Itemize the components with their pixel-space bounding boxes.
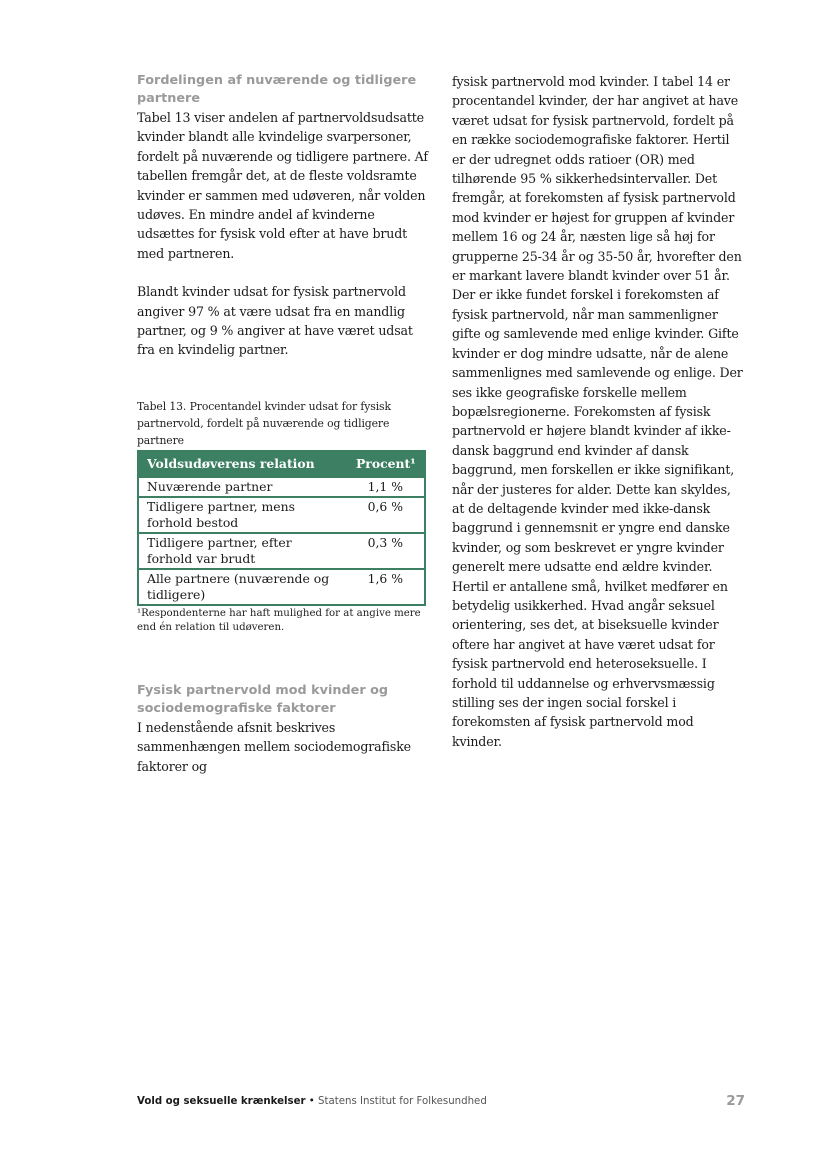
table-header-row [138, 451, 425, 477]
table-row [138, 477, 425, 497]
column-header-relation: Voldsudøverens relation [138, 451, 347, 477]
cell-percent: 1,6 % [347, 569, 425, 605]
table-row [138, 533, 425, 569]
cell-percent: 0,3 % [347, 533, 425, 569]
table-row [138, 569, 425, 605]
cell-relation: Tidligere partner, mens forhold bestod [138, 497, 347, 533]
table-caption: Tabel 13. Procentandel kvinder udsat for fysisk partnervold, fordelt på nuværende og tidligere partnere [137, 399, 391, 447]
column-header-percent: Procent¹ [347, 451, 425, 477]
data-table [137, 450, 426, 606]
footer-publication-title: Vold og seksuelle krænkelser [137, 1096, 306, 1107]
footer-separator: • [305, 1096, 319, 1107]
cell-relation: Tidligere partner, efter forhold var brudt [138, 533, 347, 569]
paragraph: Blandt kvinder udsat for fysisk partnervold angiver 97 % at være udsat fra en mandlig partner, og 9 % angiver at have været udsat fra en kvindelig partner. [137, 284, 413, 358]
paragraph: Tabel 13 viser andelen af partnervoldsudsatte kvinder blandt alle kvindelige svarpersoner, fordelt på nuværende og tidligere partnere. Af tabellen fremgår det, at de fleste voldsramte kvinder er sammen med udøveren, når volden udøves. En mindre andel af kvinderne udsættes for fysisk vold efter at have brudt med partneren. [137, 110, 428, 261]
paragraph: fysisk partnervold mod kvinder. I tabel 14 er procentandel kvinder, der har angivet at have været udsat for fysisk partnervold, fordelt på en række sociodemografiske faktorer. Hertil er der udregnet odds ratioer (OR) med tilhørende 95 % sikkerhedsintervaller. Det fremgår, at forekomsten af fysisk partnervold mod kvinder er højest for gruppen af kvinder mellem 16 og 24 år, næsten lige så høj for grupperne 25-34 år og 35-50 år, hvorefter den er markant lavere blandt kvinder over 51 år. Der er ikke fundet forskel i forekomsten af fysisk partnervold, når man sammenligner gifte og samlevende med enlige kvinder. Gifte kvinder er dog mindre udsatte, når de alene sammenlignes med samlevende og enlige. Der ses ikke geografiske forskelle mellem bopælsregionerne. Forekomsten af fysisk partnervold er højere blandt kvinder af ikke-dansk baggrund end kvinder af dansk baggrund, men forskellen er ikke signifikant, når der justeres for alder. Dette kan skyldes, at de deltagende kvinder med ikke-dansk baggrund i gennemsnit er yngre end danske kvinder, og som beskrevet er yngre kvinder generelt mere udsatte end ældre kvinder. Hertil er antallene små, hvilket medfører en betydelig usikkerhed. Hvad angår seksuel orientering, ses det, at biseksuelle kvinder oftere har angivet at have været udsat for fysisk partnervold end heteroseksuelle. I forhold til uddannelse og erhvervsmæssig stilling ses der ingen social forskel i forekomsten af fysisk partnervold mod kvinder. [452, 74, 743, 749]
left-column [137, 72, 429, 776]
cell-relation: Nuværende partner [138, 477, 347, 497]
cell-percent: 0,6 % [347, 497, 425, 533]
table-footnote: ¹Respondenterne har haft mulighed for at angive mere end én relation til udøveren. [137, 607, 421, 633]
right-column [452, 72, 744, 751]
cell-relation: Alle partnere (nuværende og tidligere) [138, 569, 347, 605]
section-heading-sociodemographic: Fysisk partnervold mod kvinder og sociodemografiske faktorer [137, 682, 389, 716]
section-heading-partners: Fordelingen af nuværende og tidligere partnere [137, 73, 417, 106]
page-footer [137, 1093, 745, 1112]
paragraph: I nedenstående afsnit beskrives sammenhængen mellem sociodemografiske faktorer og [137, 719, 411, 774]
page-number: 27 [726, 1093, 745, 1109]
footer-organization: Statens Institut for Folkesundhed [318, 1096, 487, 1107]
table-row [138, 497, 425, 533]
cell-percent: 1,1 % [347, 477, 425, 497]
